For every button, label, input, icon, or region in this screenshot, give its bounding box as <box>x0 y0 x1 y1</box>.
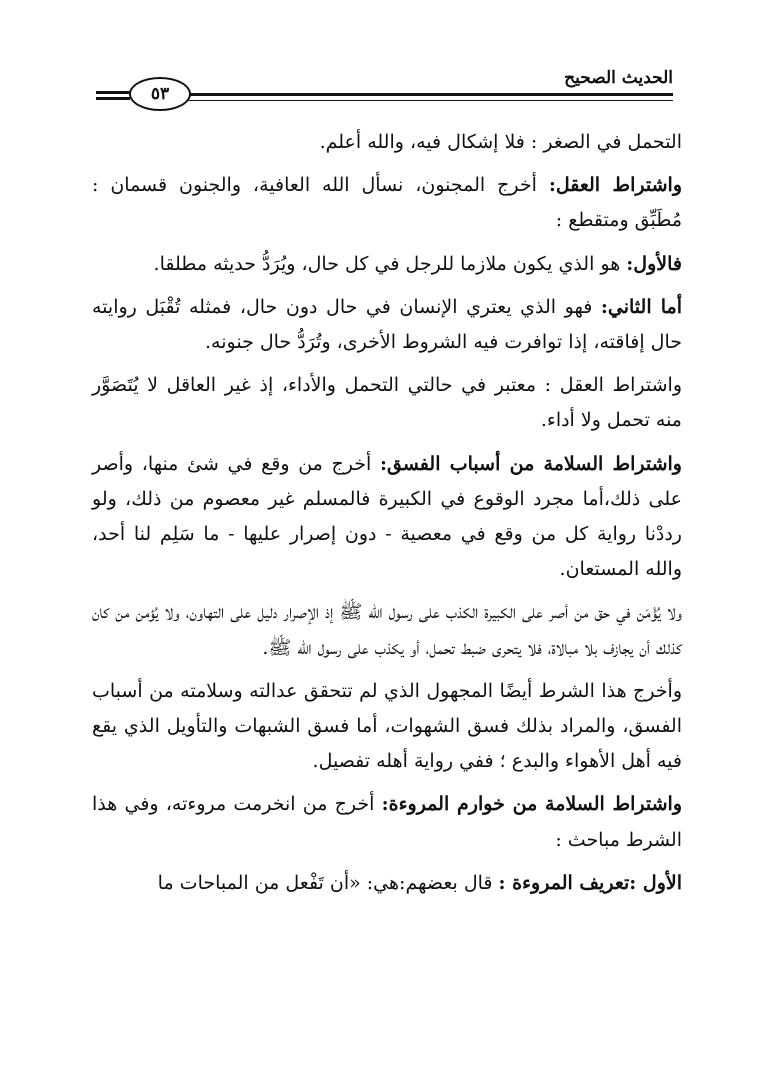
paragraph-6: واشتراط السلامة من أسباب الفسق: أخرج من وقع في شئ منها، وأصر على ذلك،أما مجرد الوقوع في الكبيرة فالمسلم غير معصوم من ذلك، ولو رددْنا رواية كل من وقع في معصية - دون إصرار عليها - ما سَلِم لنا أحد، والله المستعان. <box>92 452 682 581</box>
paragraph-1: التحمل في الصغر : فلا إشكال فيه، والله أعلم. <box>319 131 682 153</box>
paragraph-lead: الأول :تعريف المروءة : <box>498 871 682 894</box>
paragraph-9: واشتراط السلامة من خوارم المروءة: أخرج من انخرمت مروءته، وفي هذا الشرط مباحث : <box>92 793 682 851</box>
paragraph-10: الأول :تعريف المروءة : قال بعضهم:هي: «أن تَفْعل من المباحات ما <box>157 871 682 894</box>
paragraph-lead: أما الثاني: <box>600 295 682 318</box>
page-number: ٥٣ <box>129 77 191 111</box>
paragraph-5: واشتراط العقل : معتبر في حالتي التحمل والأداء، إذ غير العاقل لا يُتَصَوَّر منه تحمل ولا أداء. <box>92 374 682 432</box>
page-body <box>92 125 682 909</box>
paragraph-7: ولا يُؤْمَن في حق من أصر على الكبيرة الكذب على رسول الله ﷺ إذ الإصرار دليل على التهاون، ولا يُؤمن من كان كذلك أن يجازف بلا مبالاة، فلا يتحرى ضبط تحمل، أو يكذب على رسول الله ﷺ. <box>92 601 682 659</box>
paragraph-lead: فالأول: <box>626 252 682 275</box>
paragraph-3: فالأول: هو الذي يكون ملازما للرجل في كل حال، ويُرَدُّ حديثه مطلقا. <box>153 252 682 275</box>
paragraph-2: واشتراط العقل: أخرج المجنون، نسأل الله العافية، والجنون قسمان : مُطَبِّق ومتقطع : <box>92 174 682 232</box>
running-title: الحديث الصحيح <box>564 68 673 88</box>
paragraph-lead: واشتراط العقل: <box>548 174 682 197</box>
page-header <box>0 60 763 120</box>
header-rule-left-bottom <box>96 97 130 100</box>
header-rule-thick <box>183 93 673 96</box>
paragraph-lead: واشتراط السلامة من أسباب الفسق: <box>380 452 682 475</box>
paragraph-8: وأخرج هذا الشرط أيضًا المجهول الذي لم تتحقق عدالته وسلامته من أسباب الفسق، والمراد بذلك فسق الشهوات، أما فسق الشبهات والتأويل الذي يقع فيه أهل الأهواء والبدع ؛ ففي رواية أهله تفصيل. <box>92 679 682 773</box>
header-rule-thin <box>183 100 673 101</box>
paragraph-4: أما الثاني: فهو الذي يعتري الإنسان في حال دون حال، فمثله تُقْبَل روايته حال إفاقته، إذا توافرت فيه الشروط الأخرى، وتُرَدُّ حال جنونه. <box>92 295 682 354</box>
paragraph-lead: واشتراط السلامة من خوارم المروءة: <box>381 793 682 816</box>
header-rule-left-top <box>96 91 130 94</box>
